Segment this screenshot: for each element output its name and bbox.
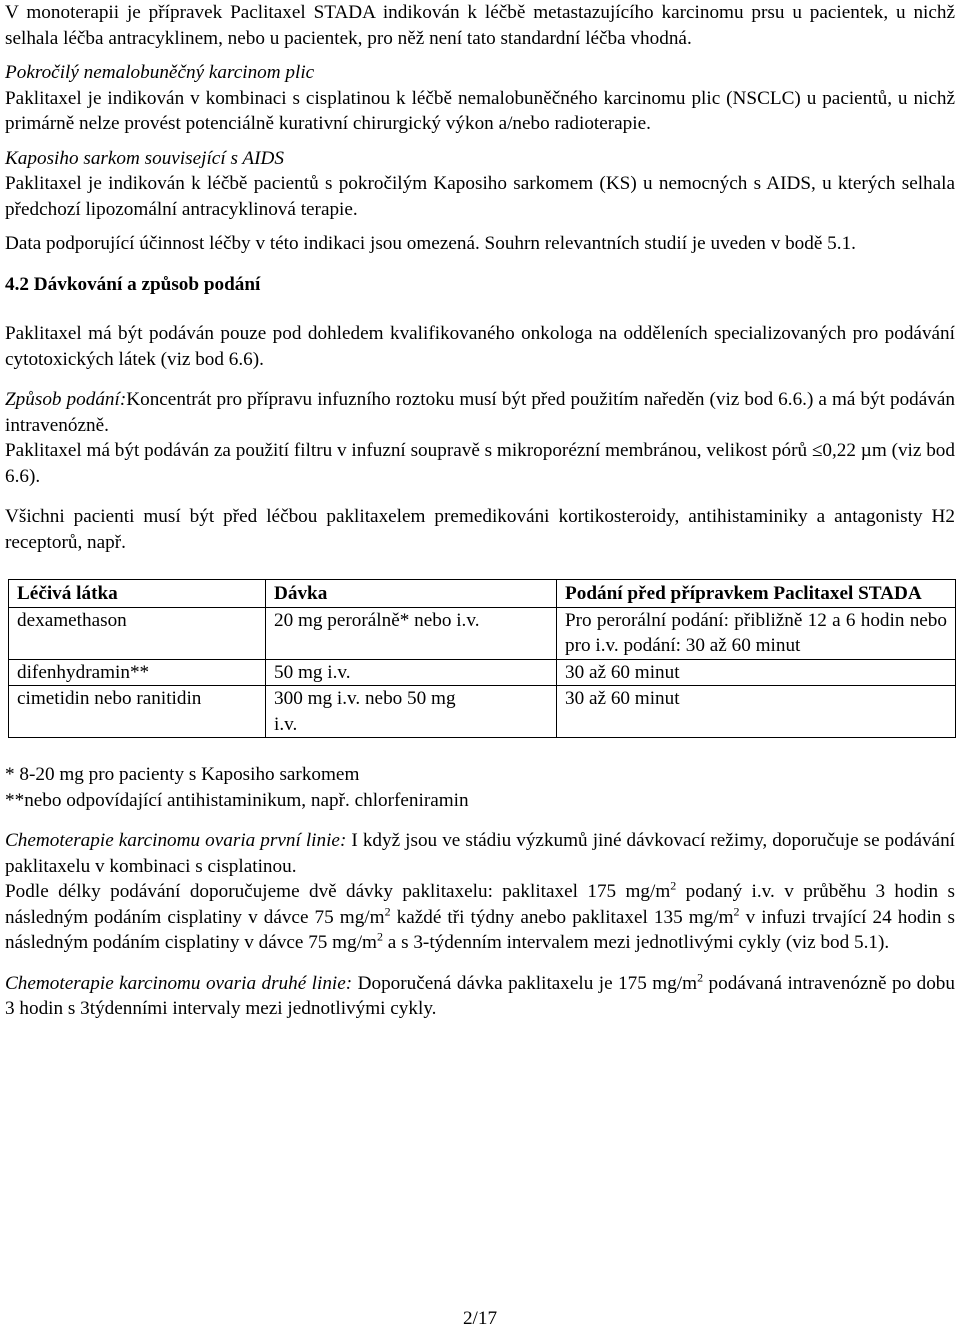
supervision-paragraph: Paklitaxel má být podáván pouze pod dohledem kvalifikovaného onkologa na odděleních specializovaných pro podávání cytotoxických látek (viz bod 6.6). [5, 323, 955, 370]
footnote: **nebo odpovídající antihistaminikum, např. chlorfeniramin [5, 789, 469, 811]
kaposi-heading: Kaposiho sarkom související s AIDS [5, 147, 284, 169]
kaposi-paragraph: Paklitaxel je indikován k léčbě pacientů s pokročilým Kaposiho sarkomem (KS) u nemocných s AIDS, u kterých selhala předchozí lipozomální antracyklinová terapie. [5, 173, 955, 220]
ovarian-first-line-label: Chemoterapie karcinomu ovaria první linie: [5, 830, 347, 851]
footnote: * 8-20 mg pro pacienty s Kaposiho sarkomem [5, 764, 360, 785]
nsclc-heading: Pokročilý nemalobuněčný karcinom plic [5, 62, 315, 83]
ovarian-second-line-label: Chemoterapie karcinomu ovaria druhé linie: [5, 972, 353, 994]
table-cell: 20 mg perorálně* nebo i.v. [266, 607, 557, 659]
ovarian-first-line-paragraph [5, 828, 955, 879]
dose-text: každé tři týdny anebo paklitaxel 135 mg/m [390, 906, 734, 928]
table-row [9, 659, 956, 686]
table-cell: dexamethason [9, 607, 266, 659]
ovarian-second-line-paragraph [5, 971, 955, 1022]
table-row [9, 607, 956, 659]
superscript: 2 [376, 929, 383, 944]
document-page [5, 0, 955, 1022]
kaposi-note: Data podporující účinnost léčby v této indikaci jsou omezená. Souhrn relevantních studií je uveden v bodě 5.1. [5, 233, 856, 254]
ovarian-first-line-dose-paragraph [5, 879, 955, 956]
administration-text: Koncentrát pro přípravu infuzního roztoku musí být před použitím naředěn (viz bod 6.6.) a má být podáván intravenózně. [5, 389, 955, 436]
table-cell: cimetidin nebo ranitidin [9, 686, 266, 738]
premedication-paragraph: Všichni pacienti musí být před léčbou paklitaxelem premedikováni kortikosteroidy, antihistaminiky a antagonisty H2 receptorů, např. [5, 506, 955, 553]
table-cell: 50 mg i.v. [266, 659, 557, 686]
table-cell: 30 až 60 minut [557, 659, 956, 686]
administration-label: Způsob podání: [5, 389, 127, 410]
ovarian-first-line-text: I když jsou ve stádiu výzkumů jiné dávkovací režimy, doporučuje se podávání paklitaxelu v kombinaci s cisplatinou. [5, 830, 955, 877]
section-heading: 4.2 Dávkování a způsob podání [5, 273, 261, 295]
nsclc-paragraph: Paklitaxel je indikován v kombinaci s cisplatinou k léčbě nemalobuněčného karcinomu plic (NSCLC) u pacientů, u nichž primárně nelze provést potenciálně kurativní chirurgický výkon a/nebo radioterapie. [5, 87, 955, 134]
table-cell: 30 až 60 minut [557, 686, 956, 738]
table-cell: difenhydramin** [9, 659, 266, 686]
table-header-cell: Dávka [266, 580, 557, 608]
dose-text: v infuzi trvající 24 hodin s následným podáním cisplatiny v dávce 75 mg/m [5, 906, 955, 953]
table-header-cell: Léčivá látka [9, 580, 266, 608]
page-number: 2/17 [462, 1308, 498, 1329]
superscript: 2 [384, 904, 391, 919]
dose-text: Doporučená dávka paklitaxelu je 175 mg/m [352, 972, 698, 994]
superscript: 2 [733, 904, 740, 919]
filter-paragraph: Paklitaxel má být podáván za použití filtru v infuzní soupravě s mikroporézní membránou, velikost pórů ≤0,22 µm (viz bod 6.6). [5, 440, 955, 487]
premedication-table [8, 579, 956, 738]
dose-text: Podle délky podávání doporučujeme dvě dávky paklitaxelu: paklitaxel 175 mg/m [5, 881, 671, 902]
table-cell: 300 mg i.v. nebo 50 mg i.v. [266, 686, 557, 738]
table-header-row [9, 580, 956, 608]
dose-text: podávaná intravenózně po dobu 3 hodin s 3týdenními intervaly mezi jednotlivými cykly. [5, 972, 955, 1019]
table-header-cell: Podání před přípravkem Paclitaxel STADA [557, 580, 956, 608]
table-cell: Pro perorální podání: přibližně 12 a 6 hodin nebo pro i.v. podání: 30 až 60 minut [557, 607, 956, 659]
intro-paragraph: V monoterapii je přípravek Paclitaxel STADA indikován k léčbě metastazujícího karcinomu prsu u pacientek, u nichž selhala léčba antracyklinem, nebo u pacientek, pro něž není tato standardní léčba vhodná. [5, 2, 955, 49]
dose-text: podaný i.v. v průběhu 3 hodin s následným podáním cisplatiny v dávce 75 mg/m [5, 881, 955, 928]
dose-text: a s 3-týdenním intervalem mezi jednotlivými cykly (viz bod 5.1). [382, 932, 890, 953]
table-row [9, 686, 956, 738]
superscript: 2 [697, 970, 704, 985]
administration-paragraph [5, 387, 955, 438]
superscript: 2 [670, 878, 677, 893]
